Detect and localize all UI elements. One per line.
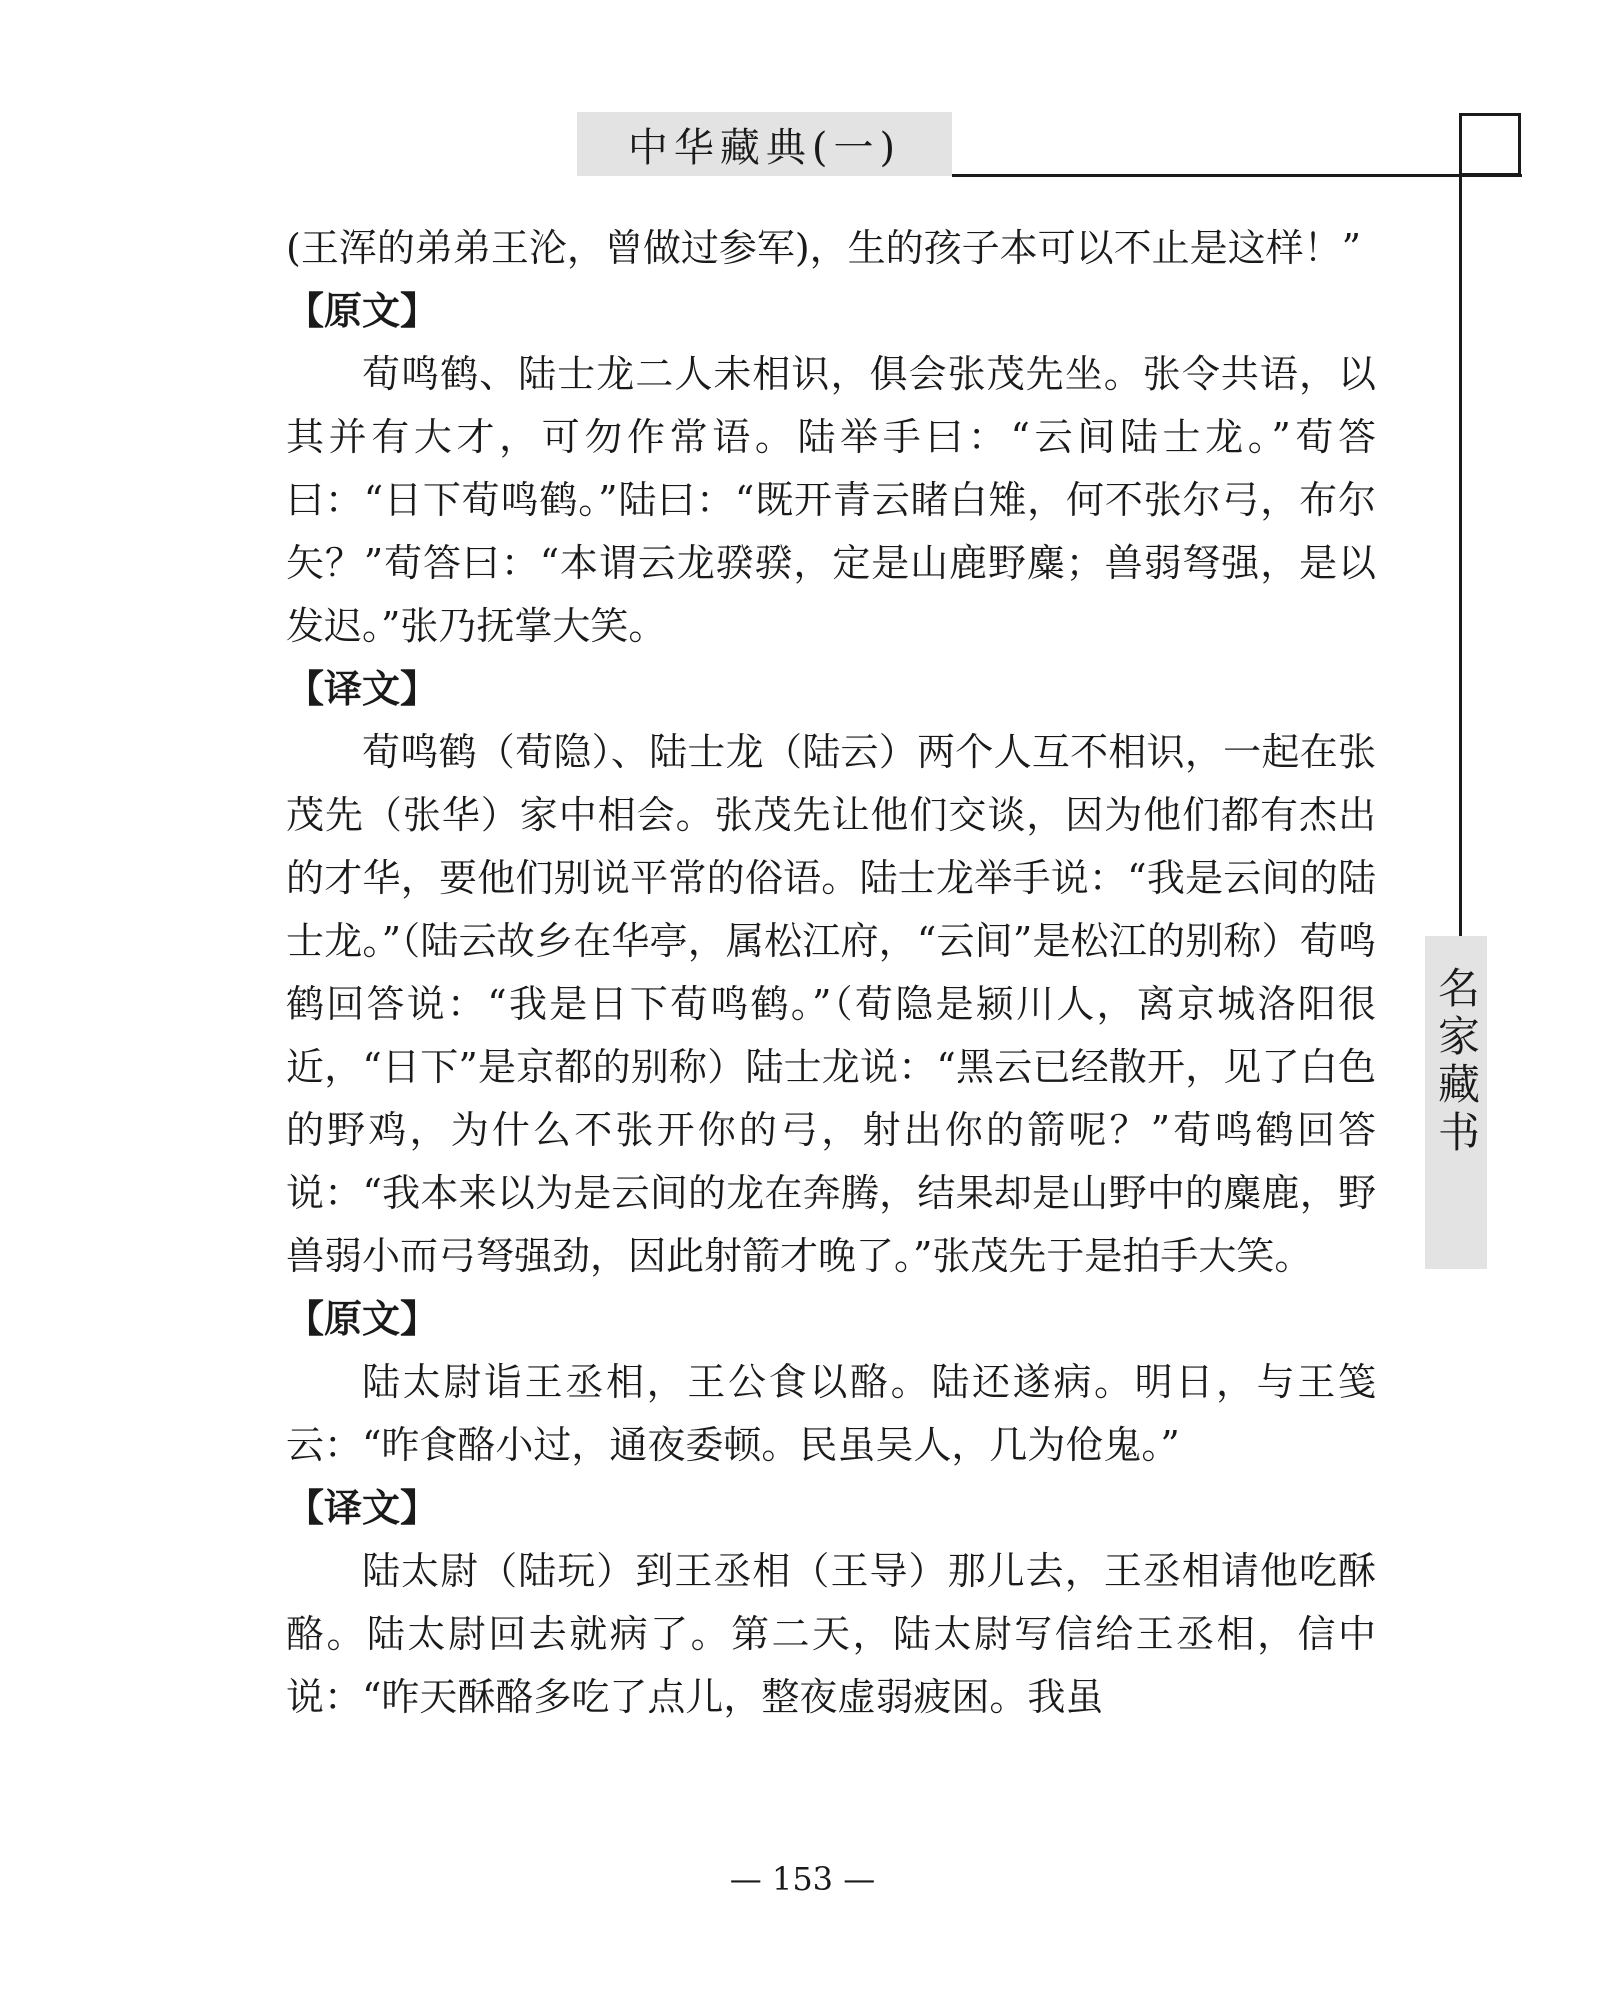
side-tab bbox=[1425, 936, 1487, 1269]
side-tab-label: 名家藏书 bbox=[1432, 966, 1481, 1158]
page-number: — 153 — bbox=[729, 1860, 876, 1898]
paragraph-translation: 陆太尉（陆玩）到王丞相（王导）那儿去，王丞相请他吃酥酪。陆太尉回去就病了。第二天，陆太尉写信给王丞相，信中说：“昨天酥酪多吃了点儿，整夜虚弱疲困。我虽 bbox=[286, 1549, 1376, 1719]
section-heading-translation: 【译文】 bbox=[286, 667, 439, 711]
book-title: 中华藏典(一) bbox=[627, 124, 902, 171]
paragraph-translation: 荀鸣鹤（荀隐）、陆士龙（陆云）两个人互不相识，一起在张茂先（张华）家中相会。张茂先让他们交谈，因为他们都有杰出的才华，要他们别说平常的俗语。陆士龙举手说：“我是云间的陆士龙。”（陆云故乡在华亭，属松江府，“云间”是松江的别称）荀鸣鹤回答说：“我是日下荀鸣鹤。”（荀隐是颍川人，离京城洛阳很近，“日下”是京都的别称）陆士龙说：“黑云已经散开，见了白色的野鸡，为什么不张开你的弓，射出你的箭呢？”荀鸣鹤回答说：“我本来以为是云间的龙在奔腾，结果却是山野中的麋鹿，野兽弱小而弓弩强劲，因此射箭才晚了。”张茂先于是拍手大笑。 bbox=[286, 730, 1376, 1278]
header-rule bbox=[952, 174, 1522, 177]
paragraph-original: 陆太尉诣王丞相，王公食以酪。陆还遂病。明日，与王笺云：“昨食酪小过，通夜委顿。民虽吴人，几为伧鬼。” bbox=[286, 1360, 1376, 1467]
section-heading-translation: 【译文】 bbox=[286, 1486, 439, 1530]
running-header bbox=[577, 112, 952, 176]
side-rule bbox=[1459, 176, 1462, 936]
page-body bbox=[286, 217, 1376, 1729]
section-heading-original: 【原文】 bbox=[286, 1297, 439, 1341]
corner-box bbox=[1459, 113, 1521, 176]
section-heading-original: 【原文】 bbox=[286, 289, 439, 333]
paragraph-continued: (王浑的弟弟王沦，曾做过参军)，生的孩子本可以不止是这样！” bbox=[286, 226, 1362, 270]
paragraph-original: 荀鸣鹤、陆士龙二人未相识，俱会张茂先坐。张令共语，以其并有大才，可勿作常语。陆举手曰：“云间陆士龙。”荀答曰：“日下荀鸣鹤。”陆曰：“既开青云睹白雉，何不张尔弓，布尔矢？”荀答曰：“本谓云龙骙骙，定是山鹿野麋；兽弱弩强，是以发迟。”张乃抚掌大笑。 bbox=[286, 352, 1376, 648]
